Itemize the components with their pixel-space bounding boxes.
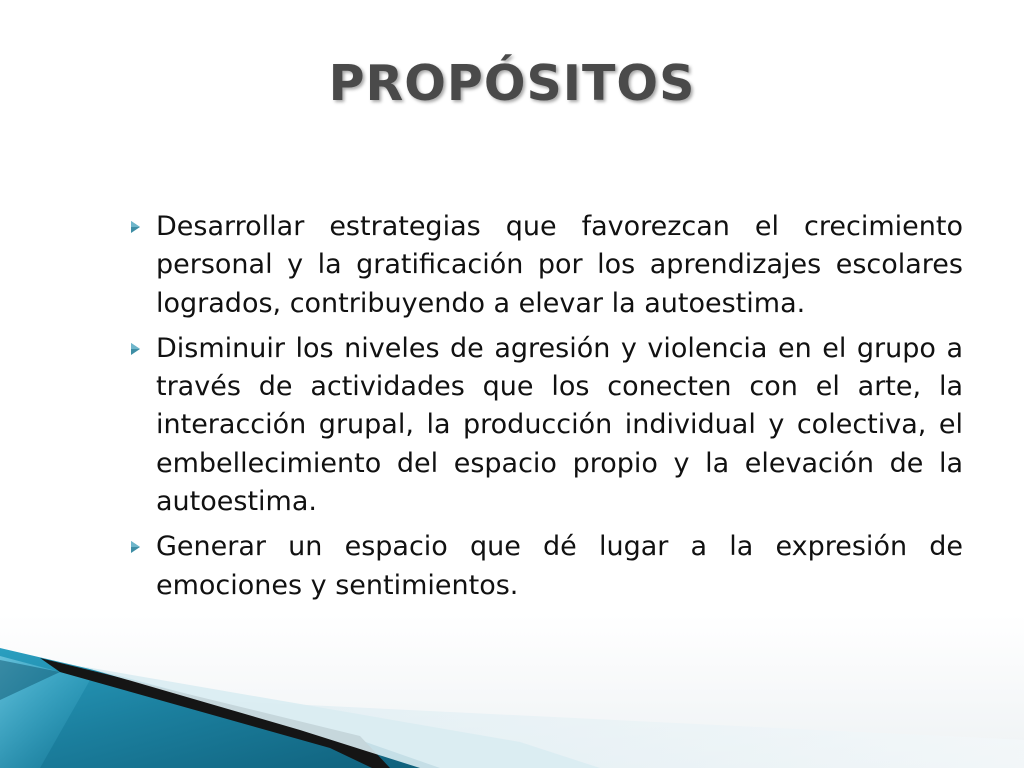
slide-title: PROPÓSITOS [328,55,696,112]
bullet-text: Desarrollar estrategias que favorezcan el crecimiento personal y la gratificación por los aprendizajes escolares logrados, contribuyendo a elevar la autoestima. [156,211,963,319]
bullet-text: Disminuir los niveles de agresión y violencia en el grupo a través de actividades que los conecten con el arte, la interacción grupal, la producción individual y colectiva, el embellecimiento del espacio propio y la elevación de la autoestima. [156,332,963,518]
bullet-text: Generar un espacio que dé lugar a la expresión de emociones y sentimientos. [156,531,963,601]
